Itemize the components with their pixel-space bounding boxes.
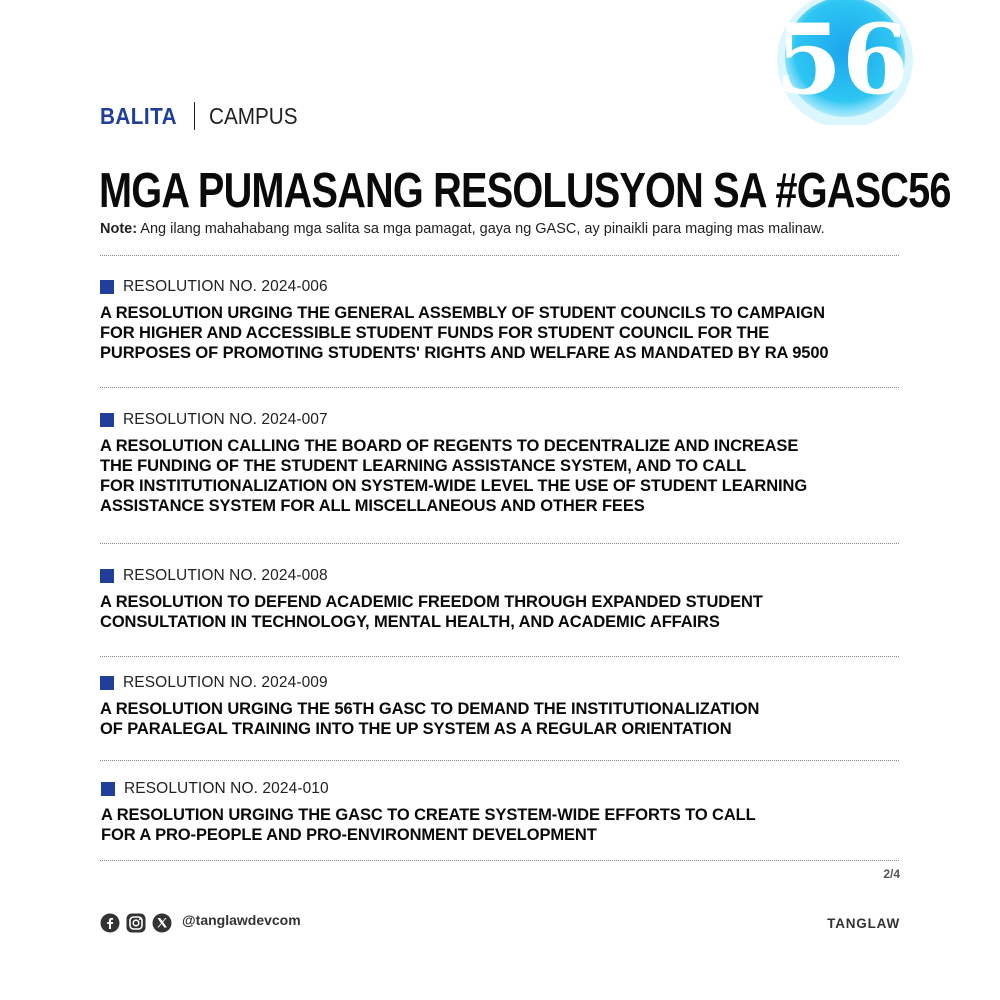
facebook-icon[interactable] (100, 913, 120, 933)
x-icon[interactable] (152, 913, 172, 933)
resolution-title: A RESOLUTION CALLING THE BOARD OF REGENTS TO DECENTRALIZE AND INCREASE THE FUNDING OF THE STUDENT LEARNING ASSISTANCE SYSTEM, AND TO CALL FOR INSTITUTIONALIZATION ON SYSTEM-WIDE LEVEL THE USE OF STUDENT LEARNING ASSISTANCE SYSTEM FOR ALL MISCELLANEOUS AND OTHER FEES (100, 437, 808, 515)
resolution-item (100, 277, 900, 363)
page-indicator: 2/4 (883, 867, 900, 881)
resolution-item (100, 410, 900, 516)
page-title: MGA PUMASANG RESOLUSYON SA #GASC56 (99, 164, 951, 218)
kicker-divider (194, 102, 196, 130)
resolution-title: A RESOLUTION URGING THE GASC TO CREATE SYSTEM-WIDE EFFORTS TO CALL FOR A PRO-PEOPLE AND PRO-ENVIRONMENT DEVELOPMENT (101, 806, 756, 844)
divider (100, 860, 899, 861)
social-handle[interactable]: @tanglawdevcom (182, 912, 301, 928)
resolution-title: A RESOLUTION TO DEFEND ACADEMIC FREEDOM THROUGH EXPANDED STUDENT CONSULTATION IN TECHNOLOGY, MENTAL HEALTH, AND ACADEMIC AFFAIRS (100, 593, 763, 631)
resolution-item (101, 779, 901, 845)
brand-logo: TANGLAW (827, 916, 900, 931)
resolution-title: A RESOLUTION URGING THE 56TH GASC TO DEMAND THE INSTITUTIONALIZATION OF PARALEGAL TRAINING INTO THE UP SYSTEM AS A REGULAR ORIENTATION (100, 700, 760, 738)
resolution-number: RESOLUTION NO. 2024-009 (123, 674, 328, 691)
note (100, 221, 825, 237)
divider (100, 543, 899, 544)
resolution-number: RESOLUTION NO. 2024-010 (124, 780, 329, 797)
square-bullet-icon (100, 569, 114, 583)
section-label: BALITA (100, 102, 178, 129)
square-bullet-icon (100, 413, 114, 427)
divider (100, 255, 899, 256)
resolution-number: RESOLUTION NO. 2024-007 (123, 411, 328, 428)
social-links (100, 913, 301, 933)
gasc56-badge (770, 0, 920, 125)
instagram-icon[interactable] (126, 913, 146, 933)
kicker (100, 100, 308, 132)
square-bullet-icon (100, 280, 114, 294)
subsection-label: CAMPUS (209, 102, 298, 129)
square-bullet-icon (100, 676, 114, 690)
badge-number: 56 (775, 3, 909, 116)
resolution-item (100, 566, 900, 632)
divider (100, 760, 899, 761)
resolution-title: A RESOLUTION URGING THE GENERAL ASSEMBLY OF STUDENT COUNCILS TO CAMPAIGN FOR HIGHER AND ACCESSIBLE STUDENT FUNDS FOR STUDENT COUNCIL FOR THE PURPOSES OF PROMOTING STUDENTS' RIGHTS AND WELFARE AS MANDATED BY RA 9500 (100, 304, 829, 362)
resolution-item (100, 673, 900, 739)
resolution-number: RESOLUTION NO. 2024-006 (123, 278, 328, 295)
note-text: Ang ilang mahahabang mga salita sa mga pamagat, gaya ng GASC, ay pinaikli para maging mas malinaw. (140, 221, 825, 237)
divider (100, 387, 899, 388)
divider (100, 656, 899, 657)
square-bullet-icon (101, 782, 115, 796)
note-label: Note: (100, 221, 138, 237)
resolution-number: RESOLUTION NO. 2024-008 (123, 567, 328, 584)
